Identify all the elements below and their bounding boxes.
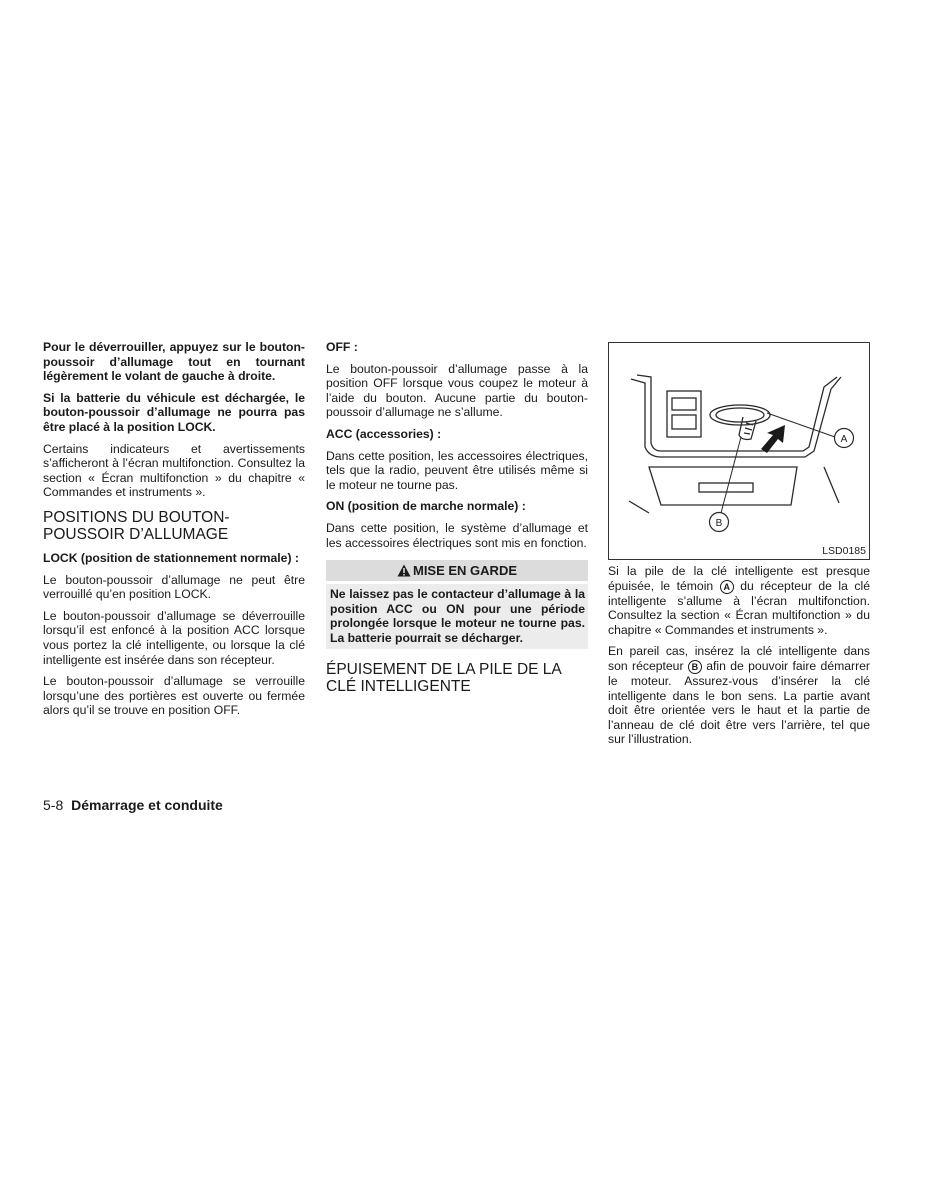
on-text: Dans cette position, le système d’allumage et les accessoires électriques sont mis en fonction. bbox=[326, 520, 588, 550]
chapter-title: Démarrage et conduite bbox=[71, 797, 223, 813]
battery-note: Si la batterie du véhicule est déchargée, le bouton-poussoir d’allumage ne pourra pas être placé à la position LOCK. bbox=[43, 390, 305, 434]
right-column bbox=[608, 564, 870, 754]
battery-low-text-start: Si la pile de la clé intelligente est presque épuisée, le témoin bbox=[608, 564, 870, 593]
section-heading-positions: POSITIONS DU BOUTON-POUSSOIR D’ALLUMAGE bbox=[43, 508, 230, 543]
lock-paragraph-2: Le bouton-poussoir d’allumage se déverrouille lorsqu’il est enfoncé à la position ACC lorsque vous portez la clé intelligente, ou lorsque la clé intelligente est insérée dans son récepteur. bbox=[43, 608, 305, 667]
off-text: Le bouton-poussoir d’allumage passe à la position OFF lorsque vous coupez le moteur à l’aide du bouton. Aucune partie du bouton-poussoir d’allumage ne s’allume. bbox=[326, 361, 588, 420]
middle-column bbox=[326, 340, 588, 703]
insert-key-text-end: afin de pouvoir faire démarrer le moteur. Assurez-vous d’insérer la clé intelligente dans le bon sens. La partie avant doit être orientée vers le haut et la partie de l’anneau de clé doit être vers l’arrière, tel que sur l’illustration. bbox=[608, 658, 870, 747]
battery-low-text-end: du récepteur de la clé intelligente s’allume à l’écran multifonction. Consultez la section « Écran multifonction » du chapitre « Commandes et instruments ». bbox=[608, 578, 870, 637]
off-title: OFF : bbox=[326, 340, 358, 354]
left-column bbox=[43, 340, 305, 725]
warning-triangle-icon bbox=[397, 562, 411, 583]
lock-paragraph-3: Le bouton-poussoir d’allumage se verrouille lorsqu’une des portières est ouverte ou fermée alors qu’il se trouve en position OFF. bbox=[43, 674, 305, 718]
acc-title: ACC (accessories) : bbox=[326, 426, 442, 441]
page-number: 5-8 bbox=[43, 797, 64, 813]
lock-title: LOCK (position de stationnement normale) : bbox=[43, 550, 299, 565]
callout-b-label: B bbox=[715, 518, 723, 529]
battery-low-paragraph bbox=[608, 564, 870, 637]
on-title: ON (position de marche normale) : bbox=[326, 499, 526, 514]
marker-b-icon: B bbox=[688, 660, 702, 674]
indicator-note: Certains indicateurs et avertissements s’afficheront à l’écran multifonction. Consultez la section « Écran multifonction » du chapitre « Commandes et instruments ». bbox=[43, 441, 305, 500]
lock-paragraph-1: Le bouton-poussoir d’allumage ne peut être verrouillé qu’en position LOCK. bbox=[43, 572, 305, 602]
unlock-instruction: Pour le déverrouiller, appuyez sur le bouton-poussoir d’allumage tout en tournant légèrement le volant de gauche à droite. bbox=[43, 340, 305, 384]
key-receiver-illustration bbox=[608, 342, 870, 560]
callout-a-label: A bbox=[840, 434, 848, 445]
marker-a-icon: A bbox=[720, 580, 734, 594]
warning-header bbox=[326, 560, 588, 581]
receiver-drawing bbox=[609, 343, 871, 561]
warning-text: Ne laissez pas le contacteur d’allumage à la position ACC ou ON pour une période prolongée lorsque le moteur ne tourne pas. La batterie pourrait se décharger. bbox=[326, 584, 588, 648]
acc-text: Dans cette position, les accessoires électriques, tels que la radio, peuvent être utilisés même si le moteur ne tourne pas. bbox=[326, 448, 588, 492]
insert-key-paragraph bbox=[608, 644, 870, 747]
figure-id: LSD0185 bbox=[822, 545, 866, 557]
warning-box bbox=[326, 560, 588, 648]
section-heading-battery: ÉPUISEMENT DE LA PILE DE LA CLÉ INTELLIGENTE bbox=[326, 660, 561, 695]
insert-key-text-start: En pareil cas, insérez la clé intelligente dans son récepteur bbox=[608, 644, 870, 673]
warning-title: MISE EN GARDE bbox=[412, 563, 517, 579]
page-footer bbox=[43, 797, 223, 813]
